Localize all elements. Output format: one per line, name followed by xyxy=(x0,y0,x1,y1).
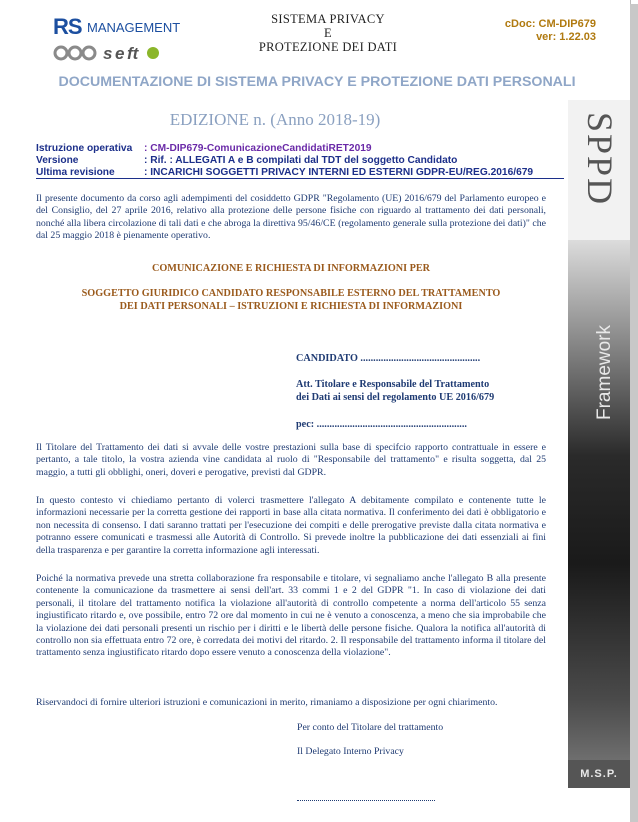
svg-text:ft: ft xyxy=(127,44,139,63)
meta-row-istruzione xyxy=(36,143,556,155)
cdoc-code: cDoc: CM-DIP679 xyxy=(504,18,596,30)
version-number: ver: 1.22.03 xyxy=(536,31,596,43)
meta-value: : Rif. : ALLEGATI A e B compilati dal TDT del soggetto Candidato xyxy=(144,155,458,166)
logo-rs-text: RS xyxy=(53,14,82,39)
system-title xyxy=(218,12,438,54)
system-line-3: PROTEZIONE DEI DATI xyxy=(258,40,398,54)
page-shadow xyxy=(630,4,638,822)
pec-line: pec: ........................................................... xyxy=(296,419,467,430)
meta-divider xyxy=(36,178,564,179)
meta-label: Versione xyxy=(36,155,79,166)
document-code xyxy=(505,18,596,44)
meta-label: Istruzione operativa xyxy=(36,143,133,154)
section-heading-1: COMUNICAZIONE E RICHIESTA DI INFORMAZIONI PER xyxy=(151,263,431,274)
svg-text:SPPD: SPPD xyxy=(580,112,620,207)
svg-text:e: e xyxy=(115,44,125,63)
candidate-line: CANDIDATO ............................................... xyxy=(296,353,481,364)
svg-text:Framework: Framework xyxy=(594,324,615,420)
signature-line-1: Per conto del Titolare del trattamento xyxy=(297,722,444,733)
paragraph-1: Il Titolare del Trattamento dei dati si avvale delle vostre prestazioni sulla base di specifcio rapporto contrattuale in essere e pertanto, a tale titolo, la vostra azienda vine candidata al ruolo di "Responsabile del trattamento" e risulta soggetta, dal 25 maggio, a tutti gli obblighi, oneri, doveri e perogative, previsti dal GDPR. xyxy=(36,442,546,478)
document-title: DOCUMENTAZIONE DI SISTEMA PRIVACY E PROTEZIONE DATI PERSONALI xyxy=(58,74,576,90)
logo-management-text: MANAGEMENT xyxy=(87,20,181,35)
signature-line-2: Il Delegato Interno Privacy xyxy=(297,746,404,757)
paragraph-2: In questo contesto vi chiediamo pertanto di volerci trasmettere l'allegato A debitamente compilato e contenente tutte le informazioni necessarie per la corretta gestione dei rapporti in base alla citata normativa. Il conferimento dei dati è obbligatorio e non necessita di consenso. I dati saranno trattati per l'esecuzione dei compiti e delle prerogative previste dalla citata normativa e potranno essere comunicati e trasmessi alle Autorità di Controllo. Si prevede inoltre la pubblicazione dei dati essenziali ai fini della trasparenza e per garantire la corretta informazione agli interessati. xyxy=(36,495,546,556)
system-line-2: E xyxy=(324,26,332,40)
edition-label: EDIZIONE n. (Anno 2018-19) xyxy=(169,110,381,129)
section-heading-2-line-1: SOGGETTO GIURIDICO CANDIDATO RESPONSABILE ESTERNO DEL TRATTAMENTO xyxy=(81,288,501,299)
meta-value: : INCARICHI SOGGETTI PRIVACY INTERNI ED ESTERNI GDPR-EU/REG.2016/679 xyxy=(144,167,534,178)
logo-soft-icon xyxy=(53,40,193,64)
meta-label: Ultima revisione xyxy=(36,167,115,178)
msp-label: M.S.P. xyxy=(568,760,630,788)
page-header xyxy=(28,8,604,64)
meta-row-versione xyxy=(36,155,556,167)
attention-block xyxy=(296,378,556,404)
intro-paragraph: Il presente documento da corso agli adempimenti del cosiddetto GDPR "Regolamento (UE) 2016/679 del Parlamento europeo e del Consiglio, del 27 aprile 2016, relativo alla protezione delle persone fisiche con riguardo al trattamento dei dati personali, nonché alla libera circolazione di tali dati e che abroga la direttiva 95/46/CE (regolamento generale sulla protezione dei dati)" che dal 25 maggio 2018 è pienamente operativo. xyxy=(36,193,546,242)
svg-text:s: s xyxy=(103,44,113,63)
meta-value: : CM-DIP679-ComunicazioneCandidatiRET2019 xyxy=(144,143,372,154)
attention-line-1: Att. Titolare e Responsabile del Trattamento xyxy=(296,379,490,390)
system-line-1: SISTEMA PRIVACY xyxy=(271,12,385,26)
attention-line-2: dei Dati ai sensi del regolamento UE 2016/679 xyxy=(296,392,495,403)
signature-dotted-line xyxy=(297,800,435,801)
company-logo xyxy=(53,14,198,64)
framework-label xyxy=(570,250,628,520)
section-heading-2-line-2: DEI DATI PERSONALI – ISTRUZIONI E RICHIESTA DI INFORMAZIONI xyxy=(119,301,463,312)
paragraph-3: Poiché la normativa prevede una stretta collaborazione fra responsabile e titolare, vi segnaliamo anche l'allegato B alla presente contenente la comunicazione da trasmettere ai sensi dell'art. 33 commi 1 e 2 del GDPR "1. In caso di violazione dei dati personali, il titolare del trattamento notifica la violazione all'autorità di controllo competente a norma dell'articolo 55 senza ingiustificato ritardo e, ove possibile, entro 72 ore dal momento in cui ne è venuto a conoscenza, a meno che sia improbabile che la violazione dei dati personali presenti un rischio per i diritti e le libertà delle persone fisiche. Qualora la notifica all'autorità di controllo non sia effettuata entro 72 ore, è corredata dei motivi del ritardo. 2. Il responsabile del trattamento informa il titolare del trattamento senza ingiustificato ritardo dopo essere venuto a conoscenza della violazione". xyxy=(36,573,546,659)
section-heading-2 xyxy=(36,287,546,313)
document-meta xyxy=(36,143,556,179)
paragraph-4: Riservandoci di fornire ulteriori istruzioni e comunicazioni in merito, rimaniamo a disposizione per ogni chiarimento. xyxy=(36,697,498,708)
sppd-label xyxy=(570,104,628,236)
framework-sidebar xyxy=(568,100,630,815)
